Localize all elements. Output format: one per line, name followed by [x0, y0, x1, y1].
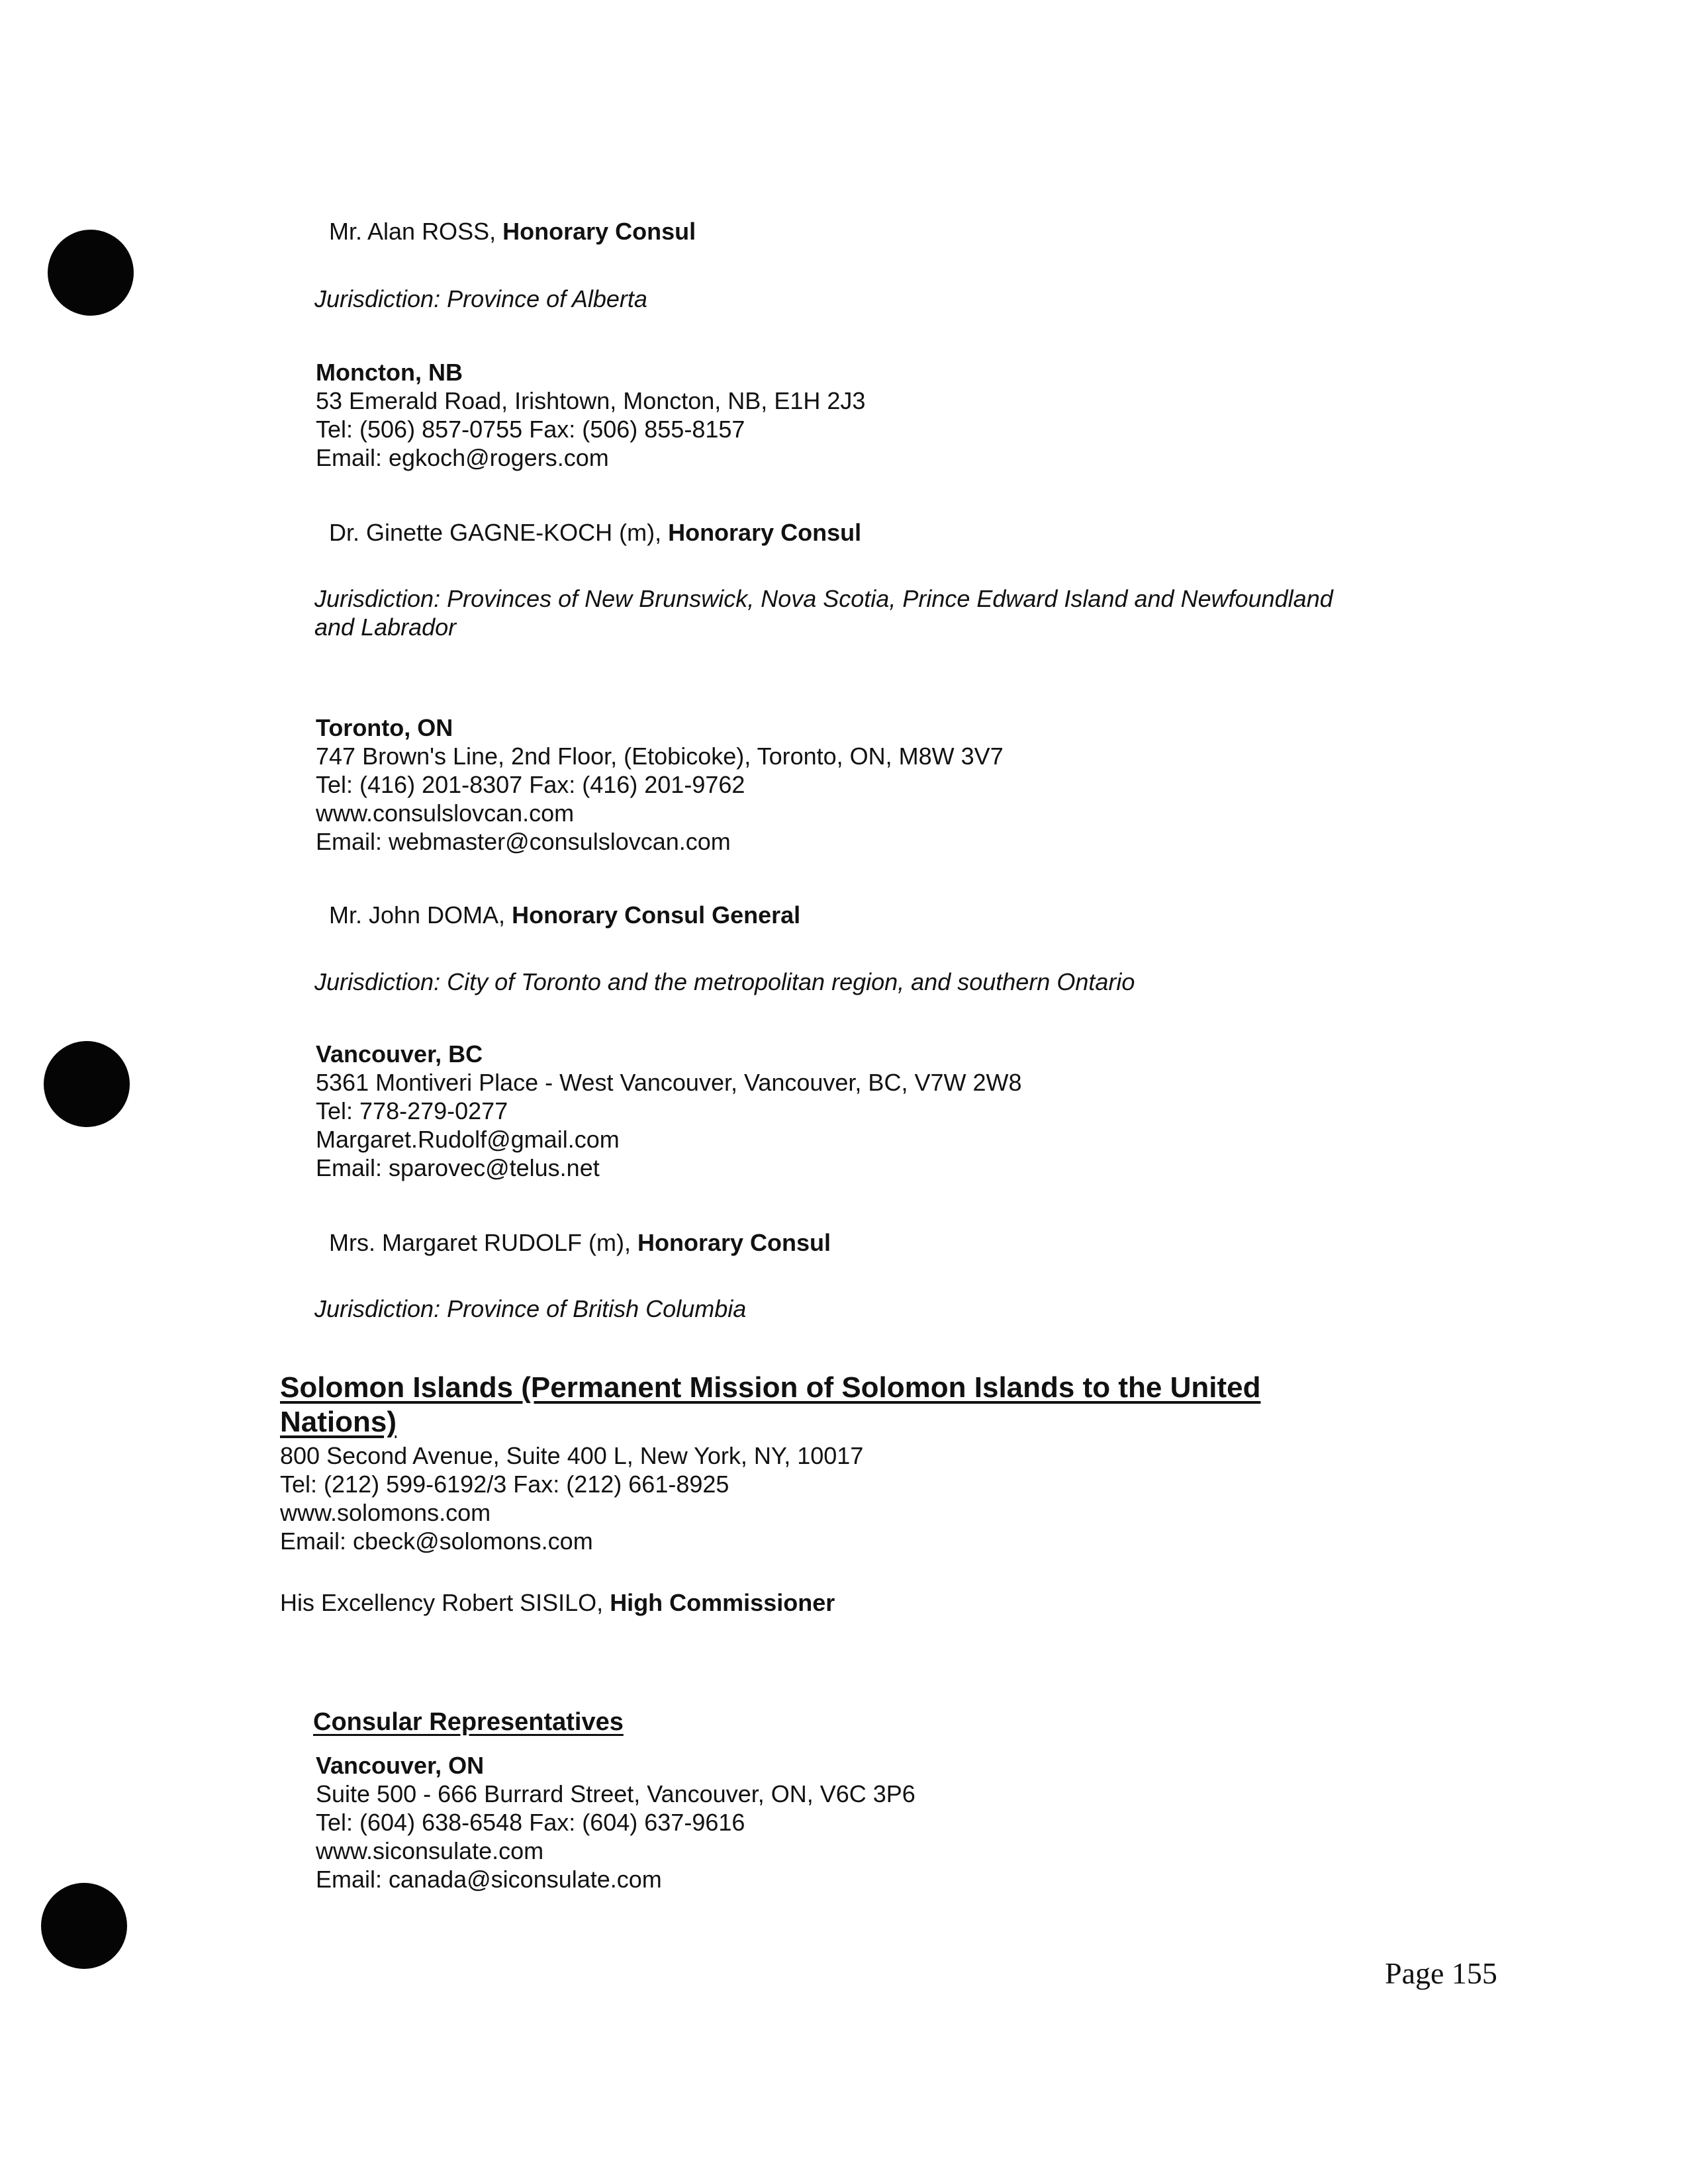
email: Email: sparovec@telus.net: [316, 1154, 600, 1181]
country-heading: Solomon Islands (Permanent Mission of Solomon Islands to the United: [280, 1371, 1261, 1404]
city-heading: Toronto, ON: [316, 714, 453, 741]
jurisdiction: and Labrador: [314, 614, 457, 641]
contact-email: Margaret.Rudolf@gmail.com: [316, 1126, 620, 1153]
jurisdiction: Jurisdiction: Provinces of New Brunswick, Nova Scotia, Prince Edward Island and Newfoundland: [314, 585, 1333, 612]
website: www.siconsulate.com: [316, 1837, 544, 1864]
person-name: Mrs. Margaret RUDOLF (m),: [329, 1229, 638, 1256]
consul-person: [329, 518, 861, 547]
consul-person: [329, 1228, 831, 1257]
person-title: Honorary Consul: [502, 218, 696, 245]
phone: Tel: 778-279-0277: [316, 1097, 508, 1124]
person-title: High Commissioner: [610, 1589, 835, 1616]
website: www.consulslovcan.com: [316, 799, 575, 827]
address: 53 Emerald Road, Irishtown, Moncton, NB, E1H 2J3: [316, 387, 866, 414]
person-name: Dr. Ginette GAGNE-KOCH (m),: [329, 519, 669, 546]
phone-fax: Tel: (416) 201-8307 Fax: (416) 201-9762: [316, 771, 745, 798]
person-name: Mr. Alan ROSS,: [329, 218, 503, 245]
city-heading: Vancouver, BC: [316, 1040, 483, 1068]
page-number: Page 155: [1385, 1956, 1497, 1990]
jurisdiction: Jurisdiction: Province of Alberta: [314, 285, 647, 312]
person-name: Mr. John DOMA,: [329, 901, 512, 929]
address: 800 Second Avenue, Suite 400 L, New York, NY, 10017: [280, 1442, 864, 1469]
jurisdiction: Jurisdiction: Province of British Columbia: [314, 1295, 747, 1322]
country-heading: Nations): [280, 1406, 397, 1438]
address: 747 Brown's Line, 2nd Floor, (Etobicoke), Toronto, ON, M8W 3V7: [316, 743, 1004, 770]
address: 5361 Montiveri Place - West Vancouver, Vancouver, BC, V7W 2W8: [316, 1069, 1022, 1096]
person-title: Honorary Consul: [637, 1229, 831, 1256]
person-title: Honorary Consul General: [512, 901, 801, 929]
email: Email: webmaster@consulslovcan.com: [316, 828, 731, 855]
punch-hole: [48, 230, 134, 316]
consul-person: [329, 217, 696, 246]
person-name: His Excellency Robert SISILO,: [280, 1589, 610, 1616]
city-heading: Moncton, NB: [316, 359, 463, 386]
website: www.solomons.com: [280, 1499, 491, 1526]
consular-representatives-heading: Consular Representatives: [313, 1708, 624, 1736]
address: Suite 500 - 666 Burrard Street, Vancouver, ON, V6C 3P6: [316, 1780, 915, 1807]
phone-fax: Tel: (506) 857-0755 Fax: (506) 855-8157: [316, 416, 745, 443]
punch-hole: [41, 1883, 127, 1969]
email: Email: egkoch@rogers.com: [316, 444, 609, 471]
jurisdiction: Jurisdiction: City of Toronto and the metropolitan region, and southern Ontario: [314, 968, 1135, 995]
ambassador: [280, 1588, 835, 1617]
city-heading: Vancouver, ON: [316, 1752, 485, 1779]
phone-fax: Tel: (212) 599-6192/3 Fax: (212) 661-8925: [280, 1471, 729, 1498]
consul-person: [329, 901, 800, 930]
email: Email: cbeck@solomons.com: [280, 1527, 593, 1555]
email: Email: canada@siconsulate.com: [316, 1866, 662, 1893]
phone-fax: Tel: (604) 638-6548 Fax: (604) 637-9616: [316, 1809, 745, 1836]
person-title: Honorary Consul: [668, 519, 862, 546]
punch-hole: [44, 1041, 130, 1127]
